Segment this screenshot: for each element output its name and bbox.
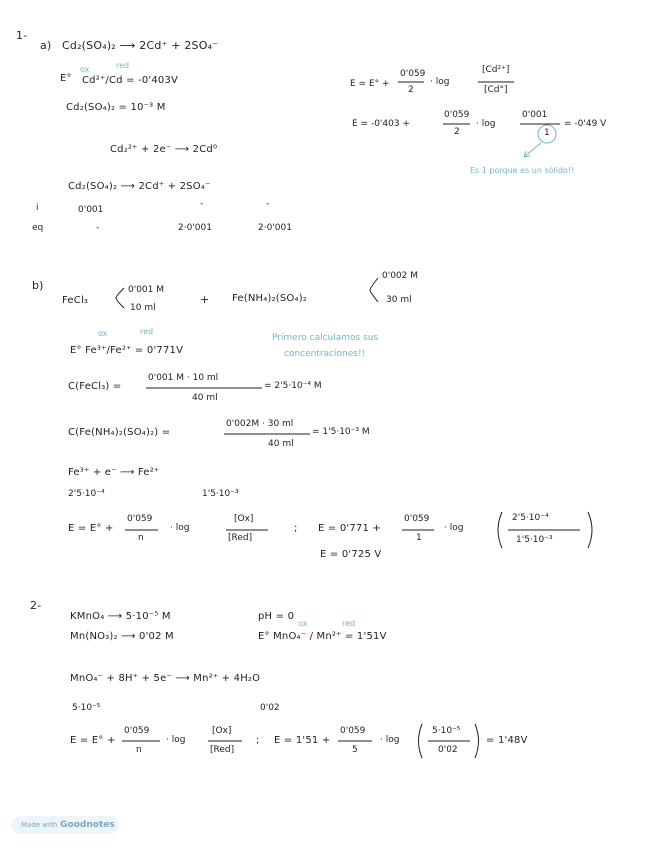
mohr-salt-formula: Fe(NH₄)₂(SO₄)₂ xyxy=(232,293,308,304)
s2-ratio-numerator: 5·10⁻⁵ xyxy=(432,726,461,736)
b-nernst-red: [Red] xyxy=(228,533,253,543)
concentration-note-1: Primero calculamos sus xyxy=(272,333,379,343)
b-ratio-denominator: 1'5·10⁻³ xyxy=(516,535,553,545)
mohr-salt-concentration: 0'002 M xyxy=(382,271,419,281)
s2-red-label: red xyxy=(342,619,356,628)
c-fecl3-label: C(FeCl₃) = xyxy=(68,381,122,392)
standard-potential-value: Cd²⁺/Cd = -0'403V xyxy=(82,75,179,86)
nernst-specific-log: · log xyxy=(476,119,496,129)
b-nernst-frac-num: 0'059 xyxy=(127,514,153,524)
ice-row-initial: i xyxy=(36,203,39,213)
part-a-reaction: Cd₂(SO₄)₂ ⟶ 2Cd⁺ + 2SO₄⁻ xyxy=(62,39,219,52)
nernst-general-num: 0'059 xyxy=(400,69,426,79)
nernst-specific-result: = -0'49 V xyxy=(564,119,607,129)
s2-nernst-frac-num: 0'059 xyxy=(124,726,150,736)
mohr-salt-volume: 30 ml xyxy=(386,295,412,305)
ice-equilibrium-value-2: 2·0'001 xyxy=(258,223,292,233)
goodnotes-brand: Goodnotes xyxy=(60,820,115,830)
ice-equilibrium-value-1: 2·0'001 xyxy=(178,223,212,233)
half-reaction: Cd₂²⁺ + 2e⁻ ⟶ 2Cd⁰ xyxy=(110,144,218,155)
s2-mn2-value: 0'02 xyxy=(260,703,280,713)
red-label: red xyxy=(116,61,130,70)
s2-result: = 1'48V xyxy=(486,735,528,746)
mnno3-line: Mn(NO₃)₂ ⟶ 0'02 M xyxy=(70,631,174,642)
s2-nernst-frac-den: n xyxy=(136,745,142,755)
s2-nernst-e-prefix: E = 1'51 + xyxy=(274,735,331,746)
concentration-line: Cd₂(SO₄)₂ = 10⁻³ M xyxy=(66,102,166,113)
nernst-general-den: 2 xyxy=(408,85,414,95)
c-mohr-result: = 1'5·10⁻³ M xyxy=(312,427,370,437)
ph-line: pH = 0 xyxy=(258,611,295,622)
c-fecl3-result: = 2'5·10⁻⁴ M xyxy=(264,381,322,391)
b-nernst-log2: · log xyxy=(444,523,464,533)
b-red-label: red xyxy=(140,327,154,336)
concentration-note-2: concentraciones!! xyxy=(284,349,366,359)
s2-ox-label: ox xyxy=(298,619,308,628)
nernst-specific-prefix: E = -0'403 + xyxy=(352,119,410,129)
b-ratio-numerator: 2'5·10⁻⁴ xyxy=(512,513,549,523)
s2-ratio-denominator: 0'02 xyxy=(438,745,458,755)
b-nernst-frac2-num: 0'059 xyxy=(404,514,430,524)
b-nernst-separator: ; xyxy=(294,523,298,534)
b-standard-potential: E° Fe³⁺/Fe²⁺ = 0'771V xyxy=(70,345,184,356)
b-nernst-prefix: E = E° + xyxy=(68,523,114,534)
nernst-specific-frac-den: 2 xyxy=(454,127,460,137)
c-fecl3-numerator: 0'001 M · 10 ml xyxy=(148,373,219,383)
ice-equilibrium-dash: - xyxy=(96,223,100,233)
s2-nernst-log: · log xyxy=(166,735,186,745)
s2-nernst-separator: ; xyxy=(256,735,260,746)
b-nernst-frac2-den: 1 xyxy=(416,533,422,543)
s2-nernst-frac2-den: 5 xyxy=(352,745,358,755)
s2-nernst-prefix: E = E° + xyxy=(70,735,116,746)
b-nernst-frac-den: n xyxy=(138,533,144,543)
b-half-reaction: Fe³⁺ + e⁻ ⟶ Fe²⁺ xyxy=(68,467,160,478)
c-fecl3-denominator: 40 ml xyxy=(192,393,218,403)
b-nernst-ox: [Ox] xyxy=(234,514,254,524)
b-result: E = 0'725 V xyxy=(320,549,382,560)
s2-nernst-red: [Red] xyxy=(210,745,235,755)
nernst-specific-frac-num: 0'059 xyxy=(444,110,470,120)
nernst-general-e: E = E° + xyxy=(350,79,390,89)
c-mohr-denominator: 40 ml xyxy=(268,439,294,449)
ox-label: ox xyxy=(80,65,90,74)
nernst-general-cd-metal: [Cd°] xyxy=(484,85,508,95)
plus-sign: + xyxy=(200,293,210,306)
ice-row-equilibrium: eq xyxy=(32,223,44,233)
nernst-general-log: · log xyxy=(430,77,450,87)
b-fe2-value: 1'5·10⁻³ xyxy=(202,489,239,499)
standard-potential-symbol: E° xyxy=(60,73,72,84)
s2-nernst-log2: · log xyxy=(380,735,400,745)
s2-nernst-frac2-num: 0'059 xyxy=(340,726,366,736)
section-2-number: 2- xyxy=(30,599,42,612)
ice-initial-dash-1: - xyxy=(200,199,204,209)
s2-nernst-ox: [Ox] xyxy=(212,726,232,736)
b-nernst-e-prefix: E = 0'771 + xyxy=(318,523,382,534)
nernst-specific-log-num: 0'001 xyxy=(522,110,548,120)
part-b-label: b) xyxy=(32,279,44,292)
ice-table-reaction: Cd₂(SO₄)₂ ⟶ 2Cd⁺ + 2SO₄⁻ xyxy=(68,181,211,192)
fecl3-volume: 10 ml xyxy=(130,303,156,313)
b-nernst-log: · log xyxy=(170,523,190,533)
b-fe3-value: 2'5·10⁻⁴ xyxy=(68,489,105,499)
made-with-text: Made with xyxy=(21,821,58,829)
fecl3-concentration: 0'001 M xyxy=(128,285,165,295)
goodnotes-badge[interactable] xyxy=(11,816,119,834)
ice-initial-value: 0'001 xyxy=(78,205,104,215)
section-1-number: 1- xyxy=(16,29,28,42)
part-a-label: a) xyxy=(40,39,52,52)
nernst-specific-log-den: 1 xyxy=(544,128,550,138)
solid-note: Es 1 porque es un sólido!! xyxy=(470,166,575,175)
nernst-general-cd-ion: [Cd²⁺] xyxy=(482,65,510,75)
s2-mno4-value: 5·10⁻⁵ xyxy=(72,703,101,713)
kmno4-line: KMnO₄ ⟶ 5·10⁻⁵ M xyxy=(70,611,171,622)
s2-standard-potential: E° MnO₄⁻ / Mn²⁺ = 1'51V xyxy=(258,631,387,642)
c-mohr-numerator: 0'002M · 30 ml xyxy=(226,419,294,429)
s2-half-reaction: MnO₄⁻ + 8H⁺ + 5e⁻ ⟶ Mn²⁺ + 4H₂O xyxy=(70,673,261,684)
c-mohr-label: C(Fe(NH₄)₂(SO₄)₂) = xyxy=(68,427,171,438)
b-ox-label: ox xyxy=(98,329,108,338)
ice-initial-dash-2: - xyxy=(266,199,270,209)
fecl3-formula: FeCl₃ xyxy=(62,295,89,306)
